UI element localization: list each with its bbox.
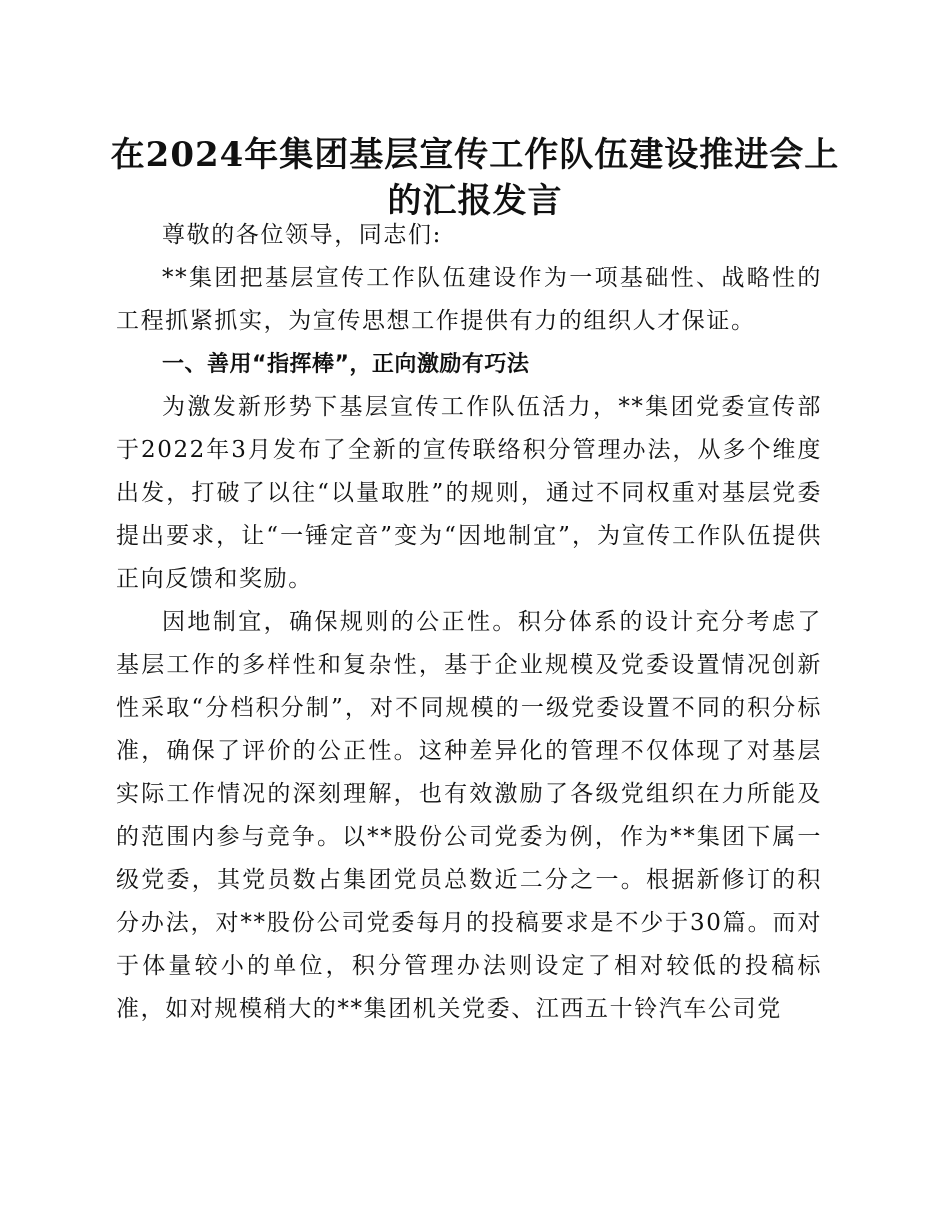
- document-title: [100, 132, 850, 224]
- title-line-2: 的汇报发言: [387, 181, 563, 221]
- document-body: [116, 214, 822, 1031]
- paragraph-1: 为激发新形势下基层宣传工作队伍活力，**集团党委宣传部于2022年3月发布了全新的宣传联络积分管理办法，从多个维度出发，打破了以往“以量取胜”的规则，通过不同权重对基层党委提出要求，让“一锤定音”变为“因地制宜”，为宣传工作队伍提供正向反馈和奖励。: [116, 394, 822, 592]
- salutation: 尊敬的各位领导，同志们:: [162, 222, 442, 248]
- paragraph-2: 因地制宜，确保规则的公正性。积分体系的设计充分考虑了基层工作的多样性和复杂性，基于企业规模及党委设置情况创新性采取“分档积分制”，对不同规模的一级党委设置不同的积分标准，确保了评价的公正性。这种差异化的管理不仅体现了对基层实际工作情况的深刻理解，也有效激励了各级党组织在力所能及的范围内参与竞争。以**股份公司党委为例，作为**集团下属一级党委，其党员数占集团党员总数近二分之一。根据新修订的积分办法，对**股份公司党委每月的投稿要求是不少于30篇。而对于体量较小的单位，积分管理办法则设定了相对较低的投稿标准，如对规模稍大的**集团机关党委、江西五十铃汽车公司党: [116, 609, 822, 1022]
- title-line-1: 在2024年集团基层宣传工作队伍建设推进会上: [110, 135, 840, 175]
- intro-paragraph: **集团把基层宣传工作队伍建设作为一项基础性、战略性的工程抓紧抓实，为宣传思想工作提供有力的组织人才保证。: [116, 265, 822, 334]
- section-heading: 一、善用“指挥棒”，正向激励有巧法: [162, 352, 530, 377]
